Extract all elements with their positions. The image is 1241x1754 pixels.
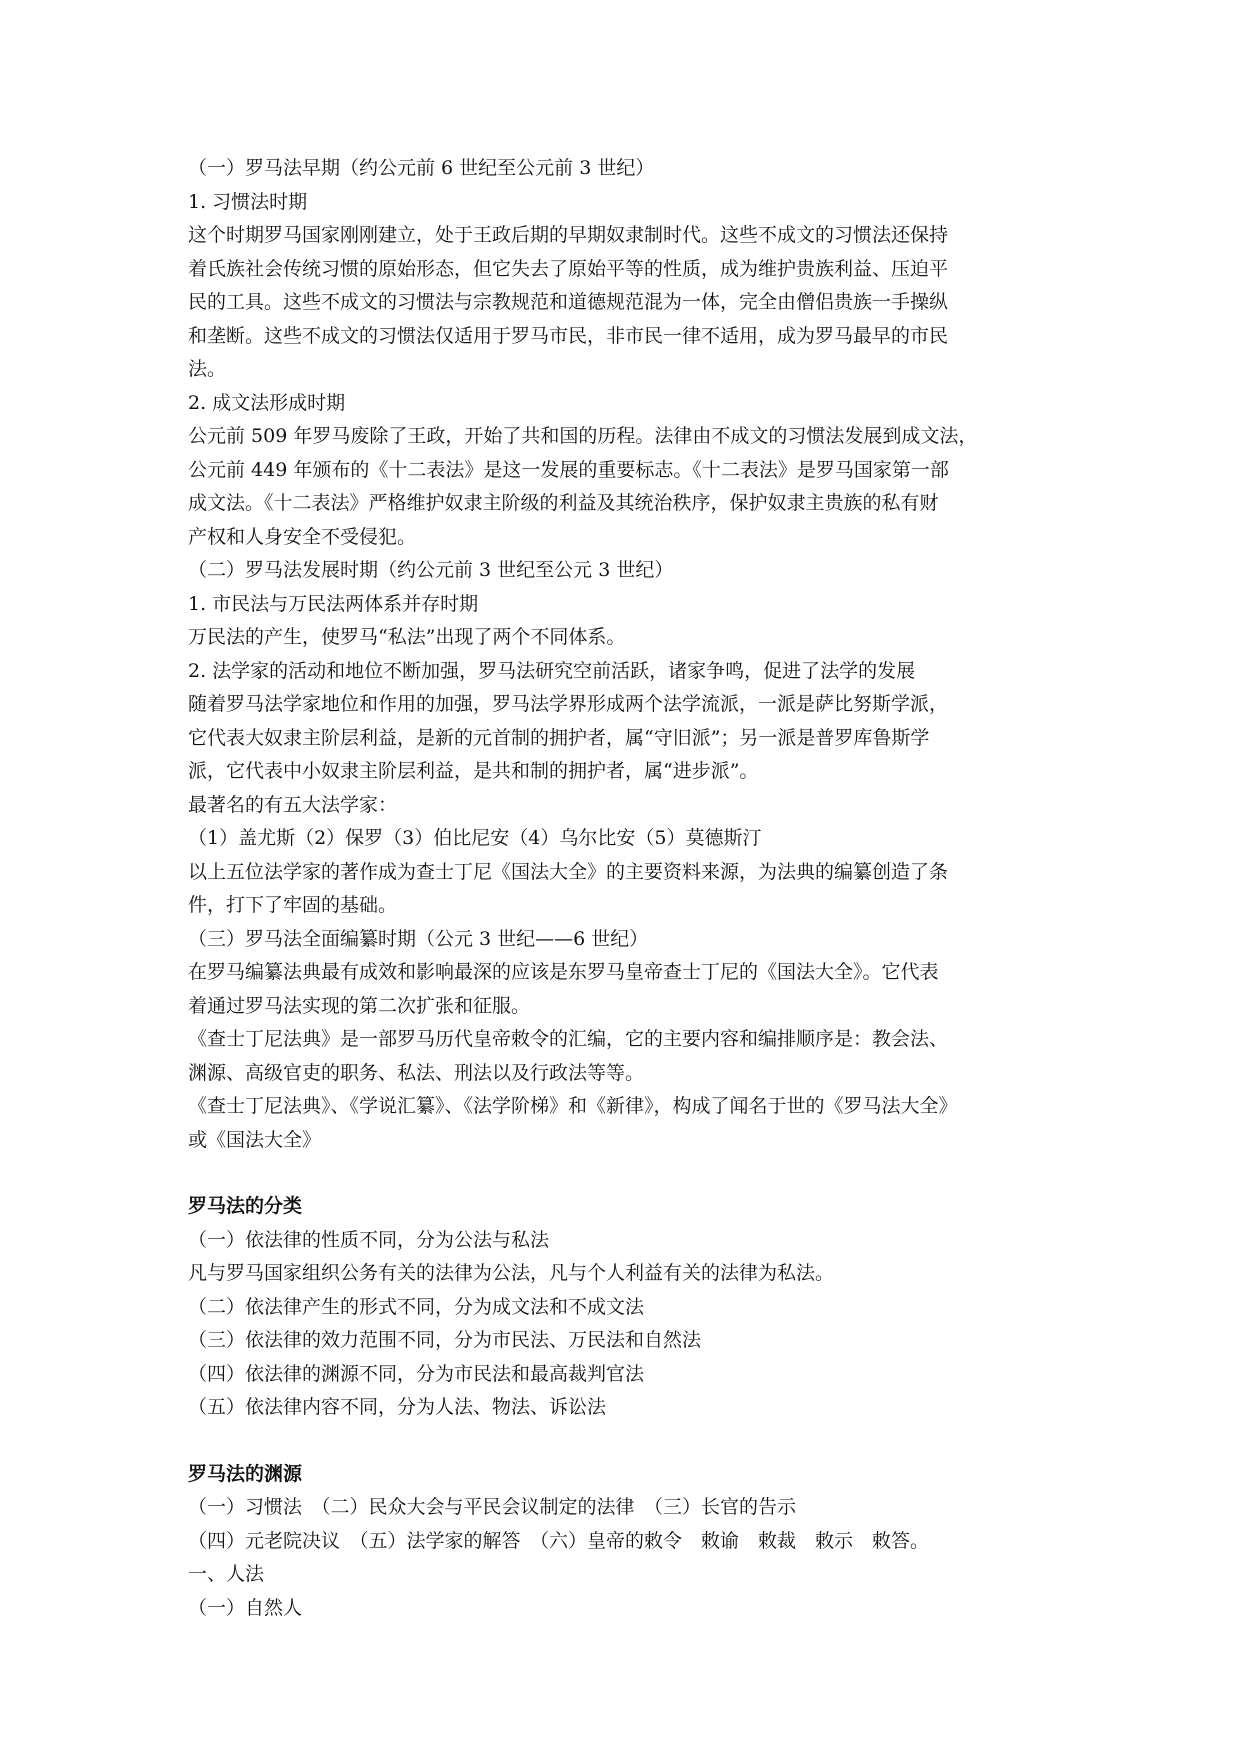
- text-line: 渊源、高级官吏的职务、私法、刑法以及行政法等等。: [188, 1061, 645, 1084]
- text-line: 着通过罗马法实现的第二次扩张和征服。: [188, 994, 531, 1017]
- text-line: 这个时期罗马国家刚刚建立，处于王政后期的早期奴隶制时代。这些不成文的习惯法还保持: [188, 224, 949, 246]
- text-line: 它代表大奴隶主阶层利益，是新的元首制的拥护者，属“守旧派”；另一派是普罗库鲁斯学: [188, 726, 930, 749]
- text-line: 和垄断。这些不成文的习惯法仅适用于罗马市民，非市民一律不适用，成为罗马最早的市民: [188, 324, 949, 347]
- text-line: 《查士丁尼法典》、《学说汇纂》、《法学阶梯》和《新律》，构成了闻名于世的《罗马法大全》: [188, 1095, 958, 1117]
- text-line: （一）习惯法 （二）民众大会与平民会议制定的法律 （三）长官的告示: [188, 1496, 797, 1518]
- text-line: 随着罗马法学家地位和作用的加强，罗马法学界形成两个法学流派，一派是萨比努斯学派，: [188, 693, 949, 715]
- text-line: 在罗马编纂法典最有成效和影响最深的应该是东罗马皇帝查士丁尼的《国法大全》。它代表: [188, 961, 939, 983]
- text-line: 2. 成文法形成时期: [188, 391, 346, 414]
- document-page: [188, 152, 1068, 1625]
- text-line: 公元前 509 年罗马废除了王政，开始了共和国的历程。法律由不成文的习惯法发展到成文法，: [188, 425, 978, 447]
- section-sources: [188, 1458, 1068, 1626]
- spacer: [188, 1425, 1068, 1458]
- text-line: （二）罗马法发展时期（约公元前 3 世纪至公元 3 世纪）: [188, 559, 674, 581]
- text-line: 法。: [188, 358, 227, 380]
- text-line: 2. 法学家的活动和地位不断加强，罗马法研究空前活跃，诸家争鸣，促进了法学的发展: [188, 659, 916, 682]
- text-line: 着氏族社会传统习惯的原始形态，但它失去了原始平等的性质，成为维护贵族利益、压迫平: [188, 257, 949, 280]
- text-line: 1. 习惯法时期: [188, 190, 308, 213]
- text-line: 《查士丁尼法典》是一部罗马历代皇帝敕令的汇编，它的主要内容和编排顺序是：教会法、: [188, 1028, 949, 1050]
- section-heading: 罗马法的渊源: [188, 1462, 303, 1485]
- text-line: 件，打下了牢固的基础。: [188, 894, 398, 916]
- text-line: 或《国法大全》: [188, 1128, 322, 1151]
- section-classification: [188, 1190, 1068, 1425]
- text-line: 万民法的产生，使罗马“私法”出现了两个不同体系。: [188, 626, 626, 648]
- text-line: （四）依法律的渊源不同，分为市民法和最高裁判官法: [188, 1362, 645, 1385]
- text-line: 最著名的有五大法学家：: [188, 793, 398, 816]
- text-line: 一、人法: [188, 1563, 265, 1585]
- text-line: 1. 市民法与万民法两体系并存时期: [188, 592, 479, 615]
- text-line: （三）罗马法全面编纂时期（公元 3 世纪——6 世纪）: [188, 927, 649, 950]
- text-line: 凡与罗马国家组织公务有关的法律为公法，凡与个人利益有关的法律为私法。: [188, 1262, 835, 1284]
- text-line: （四）元老院决议 （五）法学家的解答 （六）皇帝的敕令 敕谕 敕裁 敕示 敕答。: [188, 1529, 930, 1552]
- text-line: （二）依法律产生的形式不同，分为成文法和不成文法: [188, 1295, 645, 1318]
- text-line: （一）依法律的性质不同，分为公法与私法: [188, 1228, 550, 1251]
- text-line: （五）依法律内容不同，分为人法、物法、诉讼法: [188, 1396, 607, 1418]
- text-line: 公元前 449 年颁布的《十二表法》是这一发展的重要标志。《十二表法》是罗马国家第一部: [188, 458, 949, 481]
- text-line: （一）罗马法早期（约公元前 6 世纪至公元前 3 世纪）: [188, 157, 655, 179]
- section-history: [188, 152, 1068, 1157]
- spacer: [188, 1157, 1068, 1190]
- text-line: （一）自然人: [188, 1596, 303, 1619]
- text-line: （三）依法律的效力范围不同，分为市民法、万民法和自然法: [188, 1329, 702, 1351]
- text-line: （1）盖尤斯（2）保罗（3）伯比尼安（4）乌尔比安（5）莫德斯汀: [188, 827, 762, 849]
- text-line: 以上五位法学家的著作成为查士丁尼《国法大全》的主要资料来源，为法典的编纂创造了条: [188, 860, 949, 883]
- text-line: 成文法。《十二表法》严格维护奴隶主阶级的利益及其统治秩序，保护奴隶主贵族的私有财: [188, 492, 939, 514]
- section-heading: 罗马法的分类: [188, 1195, 303, 1217]
- text-line: 派，它代表中小奴隶主阶层利益，是共和制的拥护者，属“进步派”。: [188, 760, 759, 782]
- text-line: 产权和人身安全不受侵犯。: [188, 525, 417, 548]
- text-line: 民的工具。这些不成文的习惯法与宗教规范和道德规范混为一体，完全由僧侣贵族一手操纵: [188, 291, 949, 313]
